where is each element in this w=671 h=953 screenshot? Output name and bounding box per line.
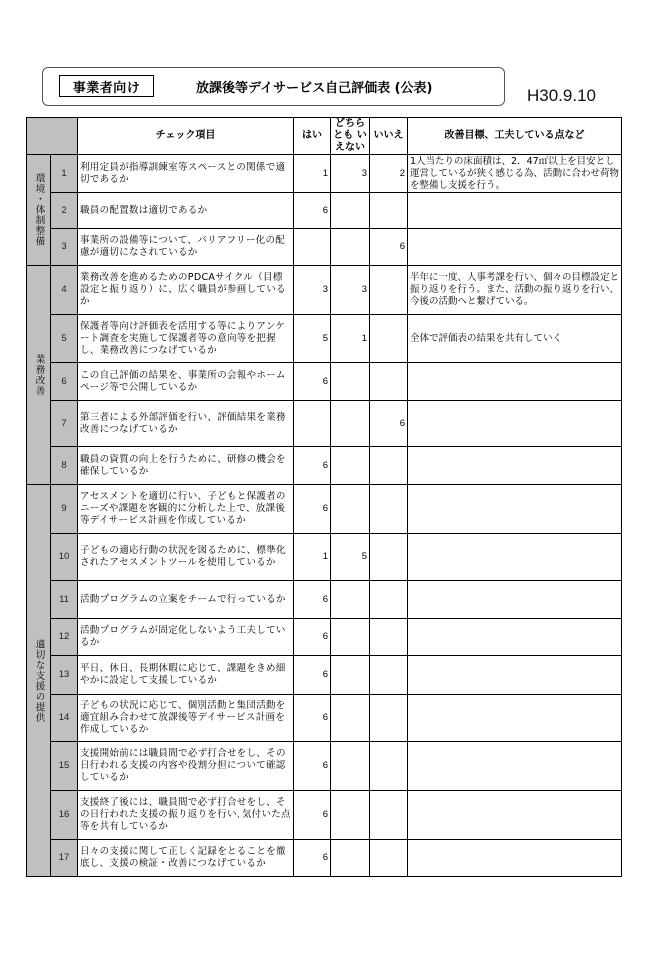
check-item-text: 職員の配置数は適切であるか [78,193,294,229]
check-item-text: 業務改善を進めるためのPDCAサイクル（目標設定と振り返り）に、広く職員が参画しているか [78,266,294,315]
yes-count: 3 [294,266,331,315]
improvement-note [408,840,622,877]
category-label: 環境・体制整備 [27,155,51,266]
neither-count [331,656,370,695]
self-evaluation-table [26,117,622,877]
table-row [27,266,622,315]
yes-count: 6 [294,485,331,534]
yes-count: 6 [294,193,331,229]
header-improvement: 改善目標、工夫している点など [408,118,622,155]
no-count [370,363,408,401]
row-number: 8 [51,447,78,485]
improvement-note: 1人当たりの床面積は、2．47㎡以上を目安とし運営しているが狭く感じる為、活動に合わせ荷物を整備し支援を行う。 [408,155,622,193]
neither-count [331,363,370,401]
check-item-text: この自己評価の結果を、事業所の会報やホームページ等で公開しているか [78,363,294,401]
header-yes: はい [294,118,331,155]
improvement-note [408,581,622,619]
table-row [27,229,622,266]
row-number: 9 [51,485,78,534]
neither-count [331,742,370,791]
audience-label: 事業者向け [59,75,154,97]
row-number: 2 [51,193,78,229]
category-label: 業務改善 [27,266,51,485]
check-item-text: 保護者等向け評価表を活用する等によりアンケート調査を実施して保護者等の意向等を把握し、業務改善につなげているか [78,315,294,363]
check-item-text: 支援終了後には、職員間で必ず打合せをし、その日行われた支援の振り返りを行い､気付いた点等を共有しているか [78,791,294,840]
no-count: 6 [370,229,408,266]
table-row [27,193,622,229]
no-count [370,447,408,485]
no-count [370,581,408,619]
table-row [27,742,622,791]
neither-count: 3 [331,266,370,315]
no-count: 6 [370,401,408,447]
improvement-note [408,695,622,742]
no-count [370,656,408,695]
improvement-note [408,485,622,534]
check-item-text: 第三者による外部評価を行い、評価結果を業務改善につなげているか [78,401,294,447]
check-item-text: 子どもの適応行動の状況を図るために、標準化されたアセスメントツールを使用しているか [78,534,294,581]
yes-count: 6 [294,581,331,619]
improvement-note [408,791,622,840]
neither-count [331,401,370,447]
improvement-note [408,656,622,695]
yes-count: 6 [294,791,331,840]
improvement-note [408,447,622,485]
row-number: 4 [51,266,78,315]
row-number: 10 [51,534,78,581]
neither-count: 5 [331,534,370,581]
no-count [370,193,408,229]
no-count [370,266,408,315]
yes-count: 6 [294,363,331,401]
no-count [370,534,408,581]
no-count [370,742,408,791]
yes-count: 1 [294,534,331,581]
neither-count [331,485,370,534]
no-count: 2 [370,155,408,193]
row-number: 13 [51,656,78,695]
table-row [27,581,622,619]
neither-count [331,581,370,619]
improvement-note [408,363,622,401]
yes-count: 6 [294,656,331,695]
check-item-text: 活動プログラムの立案をチームで行っているか [78,581,294,619]
yes-count [294,229,331,266]
document-date: H30.9.10 [527,86,596,105]
improvement-note [408,742,622,791]
check-item-text: 平日、休日、長期休暇に応じて、課題をきめ細やかに設定して支援しているか [78,656,294,695]
neither-count [331,695,370,742]
neither-count [331,447,370,485]
table-row [27,791,622,840]
table-row [27,619,622,656]
check-item-text: 利用定員が指導訓練室等スペースとの関係で適切であるか [78,155,294,193]
row-number: 15 [51,742,78,791]
improvement-note [408,534,622,581]
header-neither: どちらとも いえない [331,118,370,155]
table-row [27,447,622,485]
check-item-text: 子どもの状況に応じて、個別活動と集団活動を適宜組み合わせて放課後等デイサービス計画を作成しているか [78,695,294,742]
no-count [370,695,408,742]
document-title: 放課後等デイサービス自己評価表 (公表) [196,81,433,96]
table-row [27,401,622,447]
table-row [27,695,622,742]
check-item-text: アセスメントを適切に行い、子どもと保護者のニーズや課題を客観的に分析した上で、放課後等デイサービス計画を作成しているか [78,485,294,534]
check-item-text: 事業所の設備等について、バリアフリー化の配慮が適切になされているか [78,229,294,266]
neither-count [331,791,370,840]
row-number: 11 [51,581,78,619]
row-number: 12 [51,619,78,656]
yes-count: 6 [294,619,331,656]
header-no: いいえ [370,118,408,155]
row-number: 1 [51,155,78,193]
table-row [27,485,622,534]
table-row [27,534,622,581]
category-label: 適切な支援の提供 [27,485,51,877]
neither-count [331,193,370,229]
row-number: 7 [51,401,78,447]
yes-count: 1 [294,155,331,193]
yes-count [294,401,331,447]
table-row [27,656,622,695]
neither-count [331,840,370,877]
row-number: 6 [51,363,78,401]
improvement-note: 全体で評価表の結果を共有していく [408,315,622,363]
check-item-text: 職員の資質の向上を行うために、研修の機会を確保しているか [78,447,294,485]
yes-count: 6 [294,840,331,877]
yes-count: 6 [294,742,331,791]
row-number: 17 [51,840,78,877]
row-number: 3 [51,229,78,266]
table-row [27,840,622,877]
yes-count: 6 [294,447,331,485]
yes-count: 6 [294,695,331,742]
neither-count: 1 [331,315,370,363]
improvement-note: 半年に一度、人事考課を行い、個々の目標設定と振り返りを行う。また、活動の振り返りを行い、今後の活動へと繋げている。 [408,266,622,315]
check-item-text: 日々の支援に関して正しく記録をとることを徹底し、支援の検証・改善につなげているか [78,840,294,877]
no-count [370,315,408,363]
no-count [370,791,408,840]
yes-count: 5 [294,315,331,363]
improvement-note [408,619,622,656]
no-count [370,619,408,656]
table-row [27,155,622,193]
row-number: 5 [51,315,78,363]
check-item-text: 活動プログラムが固定化しないよう工夫しているか [78,619,294,656]
improvement-note [408,193,622,229]
check-item-text: 支援開始前には職員間で必ず打合せをし、その日行われる支援の内容や役割分担について確認しているか [78,742,294,791]
row-number: 14 [51,695,78,742]
no-count [370,840,408,877]
header-check-item: チェック項目 [78,118,294,155]
neither-count [331,229,370,266]
table-row [27,315,622,363]
no-count [370,485,408,534]
table-header-row [27,118,622,155]
header-corner [27,118,78,155]
table-row [27,363,622,401]
improvement-note [408,401,622,447]
improvement-note [408,229,622,266]
row-number: 16 [51,791,78,840]
neither-count: 3 [331,155,370,193]
neither-count [331,619,370,656]
